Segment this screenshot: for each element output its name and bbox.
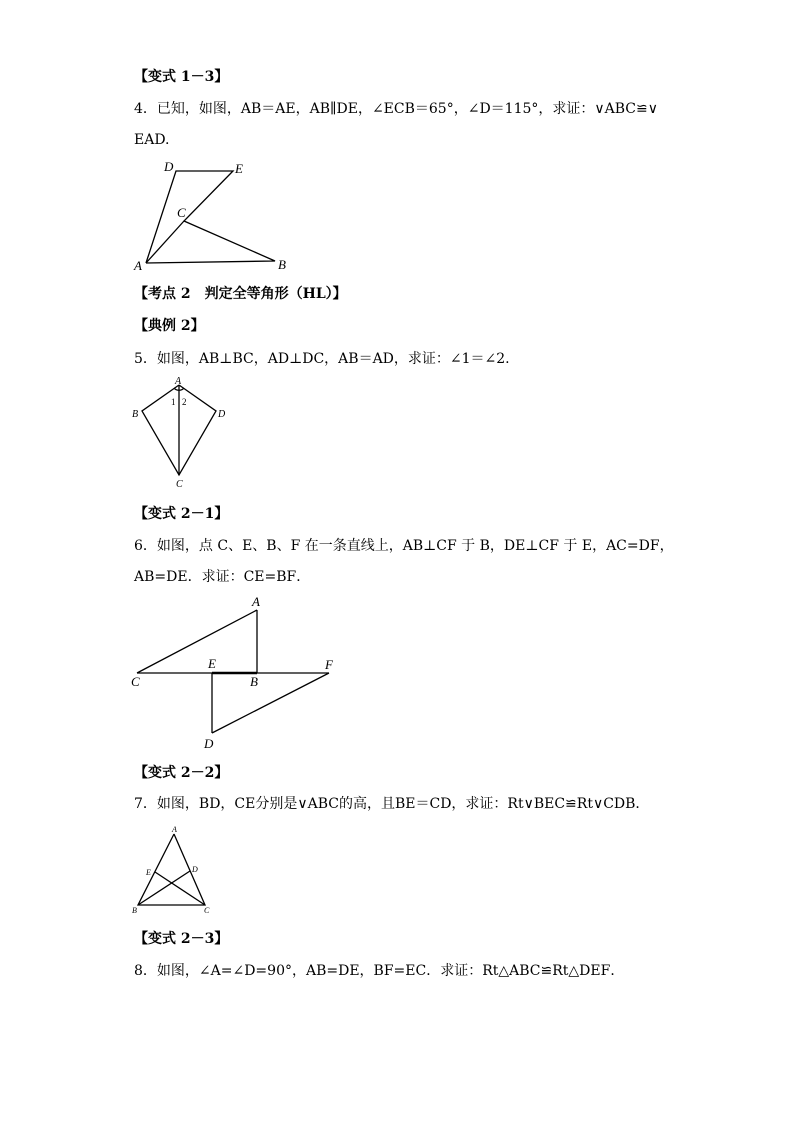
fig4-label-c: C (177, 205, 186, 220)
problem-7-text: 7．如图，BD，CE分别是∨ABC的高，且BE＝CD，求证：Rt∨BEC≌Rt∨CDB． (134, 796, 650, 812)
fig6-label-a: A (252, 594, 260, 609)
fig6-segment-df (212, 673, 329, 733)
figure-6-diagram (128, 593, 343, 753)
fig4-label-e: E (235, 161, 243, 176)
fig6-label-e: E (208, 656, 216, 671)
fig7-label-b: B (132, 906, 137, 915)
problem-6-text: 6．如图，点 C、E、B、F 在一条直线上，AB⊥CF 于 B，DE⊥CF 于 E，AC=DF， (134, 538, 674, 554)
fig7-label-c: C (204, 906, 210, 915)
fig5-angle-2: 2 (182, 397, 187, 407)
fig6-label-c: C (131, 674, 140, 689)
fig4-label-d: D (164, 159, 174, 174)
fig6-segment-ca (137, 610, 257, 673)
fig5-label-d: D (218, 409, 226, 420)
fig7-label-e: E (146, 868, 151, 877)
section-variant-1-3: 【变式 1－3】 (134, 69, 229, 85)
fig7-label-d: D (192, 865, 198, 874)
fig6-label-b: B (250, 674, 258, 689)
problem-8-text: 8．如图，∠A=∠D=90°，AB=DE，BF=EC．求证：Rt△ABC≌Rt△DEF． (134, 963, 625, 979)
problem-4-text-cont: EAD. (134, 132, 170, 148)
fig6-label-f: F (325, 657, 333, 672)
figure-5-diagram (130, 375, 240, 490)
fig6-label-d: D (204, 736, 214, 751)
fig4-label-b: B (278, 257, 286, 272)
fig4-label-a: A (134, 258, 142, 273)
problem-6-text-cont: AB=DE．求证：CE=BF． (134, 569, 311, 585)
fig5-label-a: A (175, 376, 182, 387)
figure-4-diagram (130, 158, 300, 273)
fig5-angle-1: 1 (171, 397, 176, 407)
section-variant-2-1: 【变式 2－1】 (134, 506, 229, 522)
problem-4-text: 4．已知，如图，AB＝AE，AB∥DE，∠ECB＝65°，∠D＝115°，求证：∨ABC≌∨ (134, 101, 658, 117)
section-topic-2: 【考点 2 判定全等角形（HL）】 (134, 286, 347, 302)
fig4-segment-a-d-e-c-b (146, 171, 275, 263)
fig5-label-b: B (132, 409, 139, 420)
fig4-segment-a-c (146, 221, 184, 263)
fig5-label-c: C (176, 479, 183, 490)
section-variant-2-3: 【变式 2－3】 (134, 931, 229, 947)
section-variant-2-2: 【变式 2－2】 (134, 765, 229, 781)
section-example-2: 【典例 2】 (134, 318, 205, 334)
figure-7-diagram (128, 822, 223, 917)
problem-5-text: 5．如图，AB⊥BC，AD⊥DC，AB＝AD，求证：∠1＝∠2. (134, 351, 510, 367)
fig7-label-a: A (172, 825, 177, 834)
